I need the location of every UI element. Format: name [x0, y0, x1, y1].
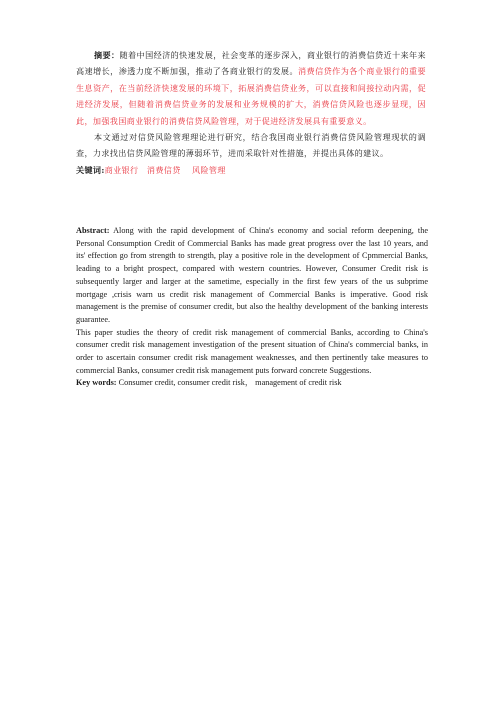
english-abstract-text: Along with the rapid development of China's economy and social reform deepening, the Personal Consumption Credit of Commercial Banks has made great progress over the last 10 years, and its' effection go from strength to strength, play a positive role in the development of Cpmmercial Banks, leading to a bright prospect, compared with western countries. However, Consumer Credit risk is subsequently larger and larger at the sametime, especially in the first few years of the us subprime mortgage ,crisis warn us credit risk management of Commercial Banks is imperative. Good risk management is the premise of consumer credit, but also the healthy development of the banking interests guarantee. — [76, 226, 428, 324]
english-keywords-text: Consumer credit, consumer credit risk， management of credit risk — [116, 378, 342, 388]
abstract-text-black: 随着中国经济的快速发展，社会变革的逐步深入，商业银行的消费信贷近十来年来高速增长，渗透力度不断加强，推动了各商业银行的发展。 — [76, 50, 426, 77]
abstract-text-highlighted: 消费信贷作为各个商业银行的重要生息资产，在当前经济快速发展的环境下，拓展消费信贷业务，可以直接和间接拉动内需，促进经济发展，但随着消费信贷业务的发展和业务规模的扩大，消费信贷风险也逐步显现，因此，加强我国商业银行的消费信贷风险管理，对于促进经济发展具有重要意义。 — [76, 66, 426, 126]
english-keywords — [76, 377, 428, 390]
chinese-abstract-paragraph-2: 本文通过对信贷风险管理理论进行研究，结合我国商业银行消费信贷风险管理现状的调查，力求找出信贷风险管理的薄弱环节，进而采取针对性措施，并提出具体的建议。 — [76, 132, 426, 159]
english-keywords-label: Key words: — [76, 378, 117, 388]
chinese-abstract — [76, 47, 426, 178]
chinese-keywords — [76, 162, 426, 178]
english-abstract-label: Abstract: — [76, 226, 110, 235]
keywords-label: 关键词: — [76, 164, 105, 175]
keywords-text: 商业银行 消费信贷 风险管理 — [104, 164, 226, 175]
english-abstract-paragraph-1 — [76, 225, 428, 327]
english-abstract-paragraph-2: This paper studies the theory of credit risk management of commercial Banks, according to China's consumer credit risk management investigation of the present situation of China's commercial banks, in order to ascertain consumer credit risk management weaknesses, and then pertinently take measures to commercial Banks, consumer credit risk management puts forward concrete Suggestions. — [76, 327, 428, 375]
abstract-label: 摘要： — [94, 50, 120, 60]
chinese-abstract-paragraph-1 — [76, 47, 426, 129]
english-abstract — [76, 225, 428, 390]
